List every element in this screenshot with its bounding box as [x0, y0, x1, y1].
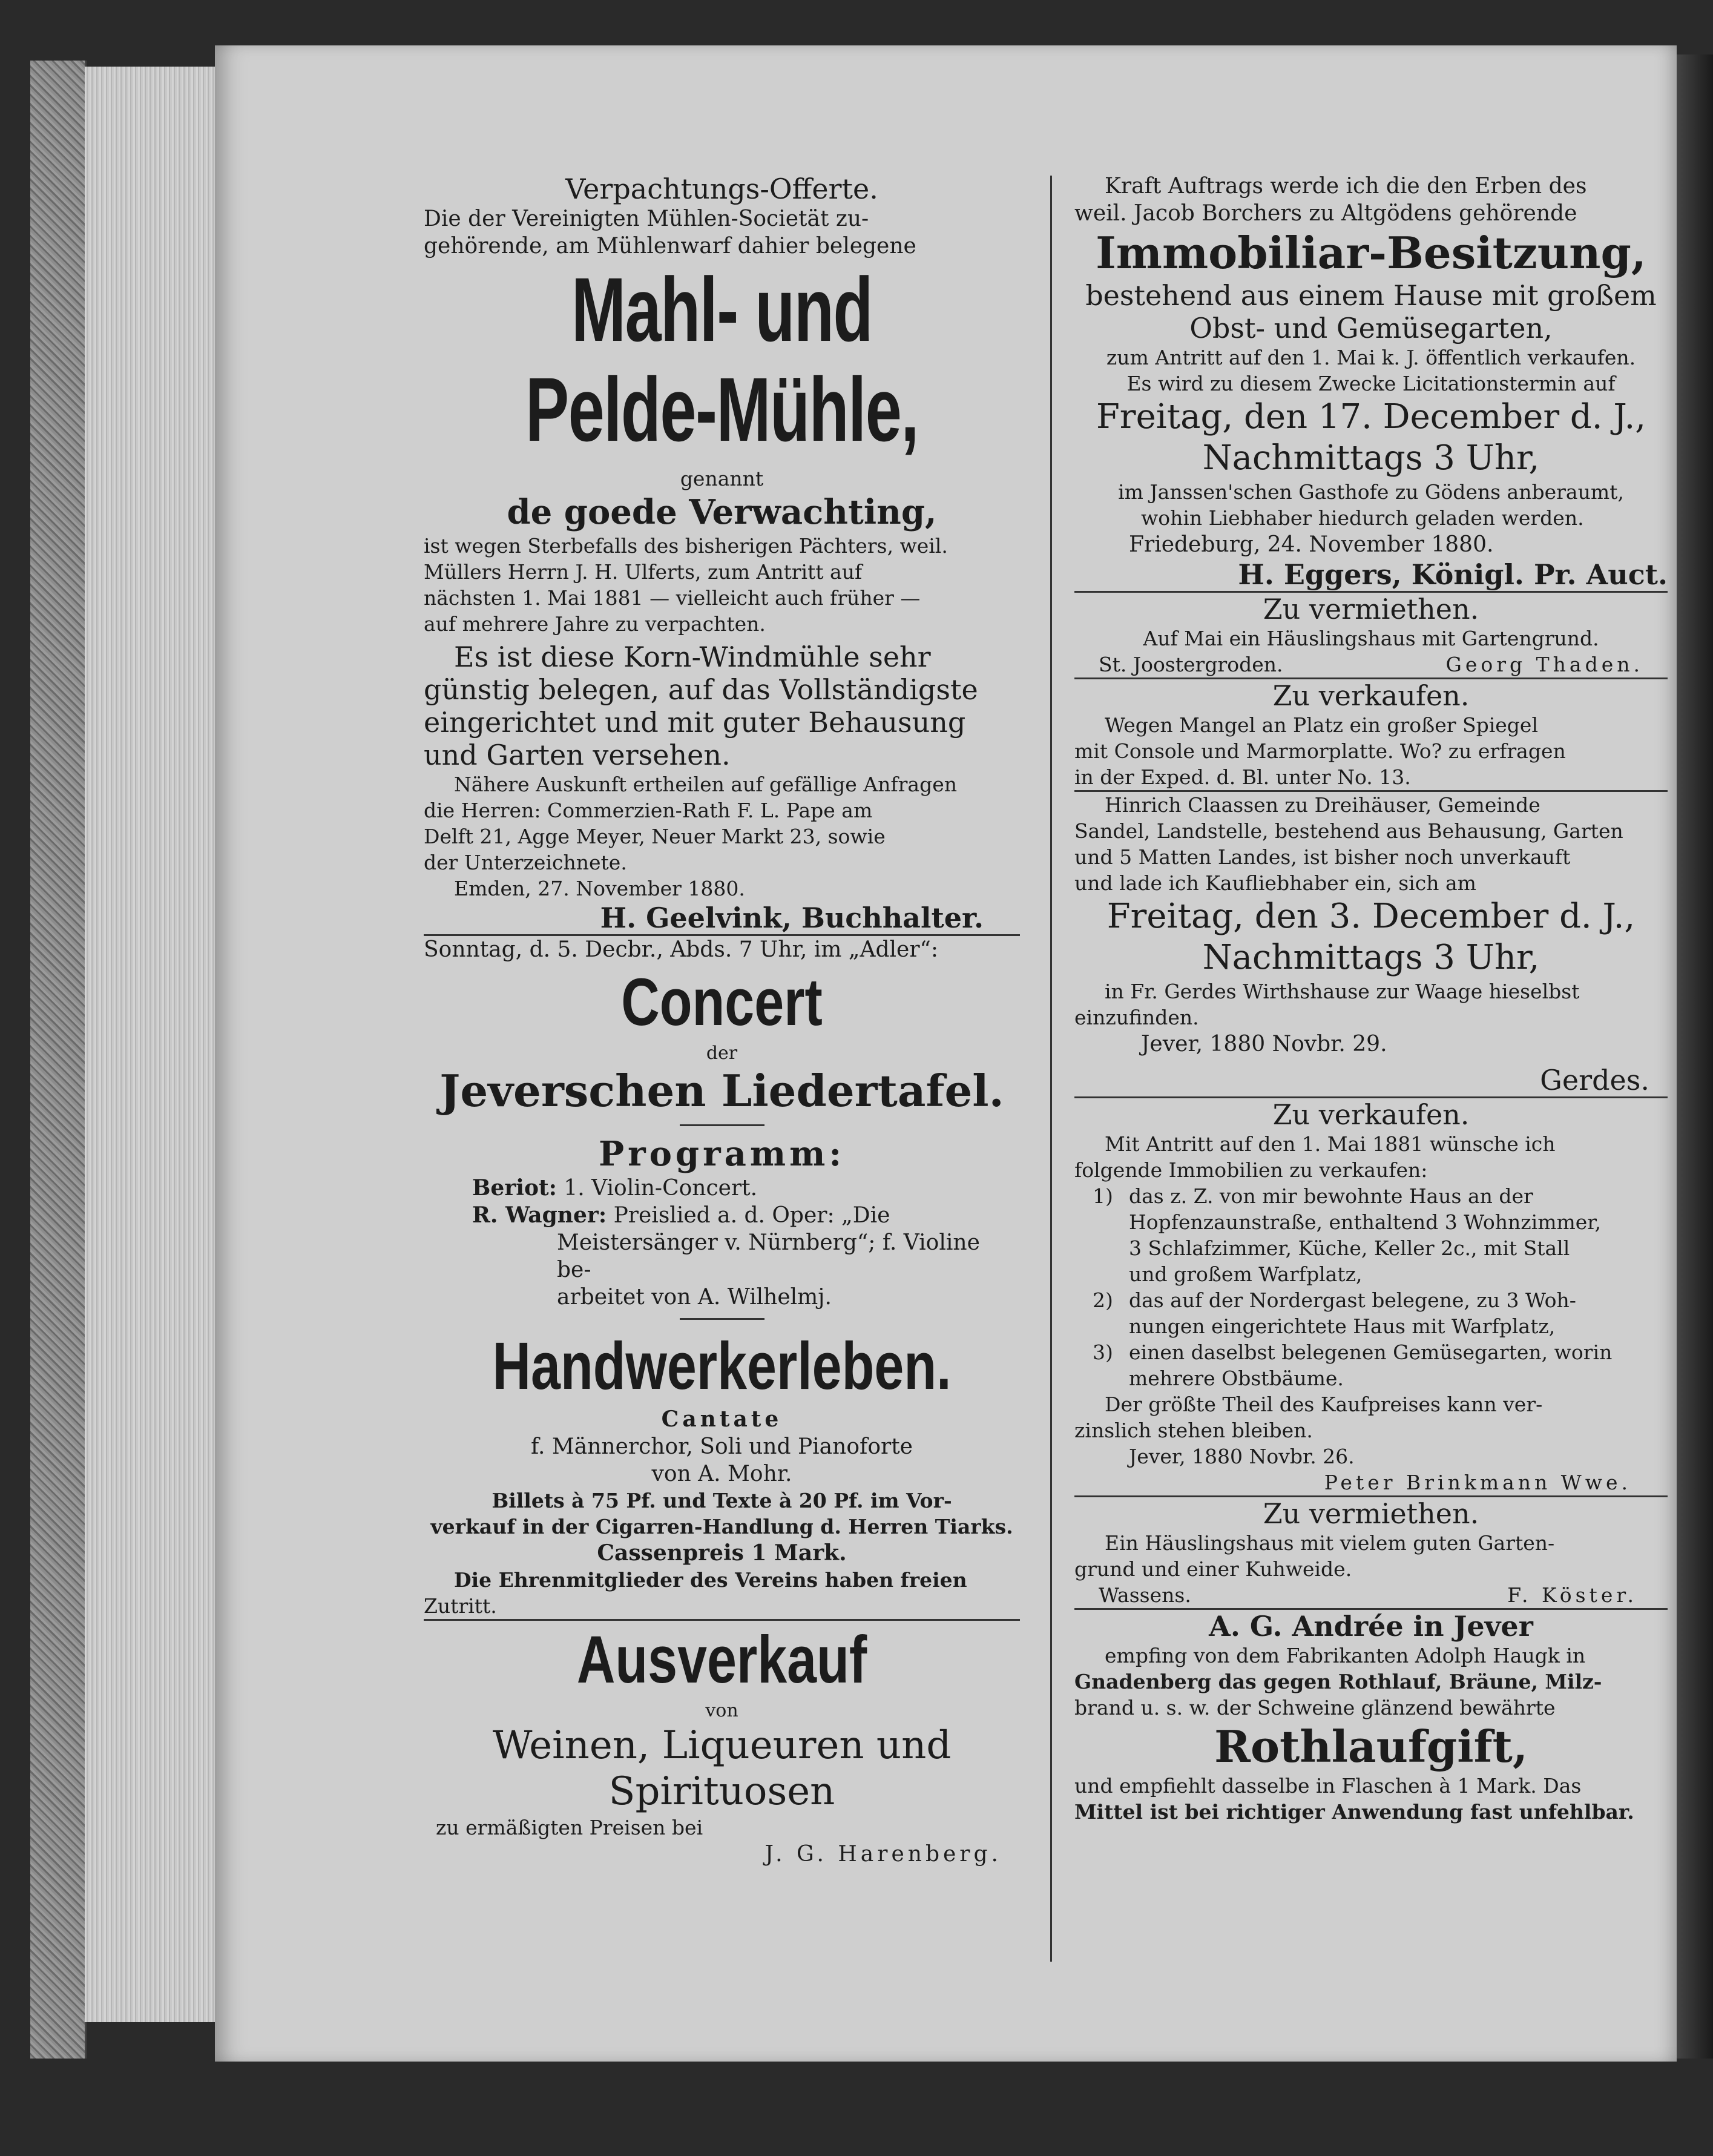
info-line: Nähere Auskunft ertheilen auf gefällige Anfragen [454, 773, 957, 796]
item-number: 3) [1093, 1340, 1113, 1364]
big-line: Es ist diese Korn-Windmühle sehr [454, 641, 931, 673]
mill-title-2: Pelde-Mühle, [525, 358, 918, 460]
time-big: Nachmittags 3 Uhr, [1202, 438, 1540, 478]
billets-line: Billets à 75 Pf. und Texte à 20 Pf. im Vor- [492, 1489, 952, 1512]
name: F. Köster. [1507, 1583, 1637, 1607]
sign-row [1074, 651, 1668, 677]
body-line: grund und einer Kuhweide. [1074, 1557, 1352, 1581]
program-item [424, 1175, 1020, 1202]
intro-line: gehörende, am Mühlenwarf dahier belegene [424, 234, 916, 259]
date-big: Freitag, den 17. December d. J., [1096, 397, 1646, 437]
date-line: Sonntag, d. 5. Decbr., Abds. 7 Uhr, im „Adler“: [424, 937, 939, 962]
intro-line: weil. Jacob Borchers zu Altgödens gehörende [1074, 201, 1577, 226]
signature: H. Eggers, Königl. Pr. Auct. [1238, 558, 1668, 591]
item-line: 3 Schlafzimmer, Küche, Keller 2c., mit Stall [1129, 1236, 1570, 1260]
ad-title: Zu vermiethen. [1263, 1497, 1479, 1530]
composer-line: von A. Mohr. [651, 1462, 792, 1486]
billets-line: verkauf in der Cigarren-Handlung d. Herren Tiarks. [430, 1515, 1013, 1538]
body-line: und empfiehlt dasselbe in Flaschen à 1 Mark. Das [1074, 1774, 1582, 1798]
sub-line: bestehend aus einem Hause mit großem [1085, 279, 1657, 312]
ad-immobiliar [1074, 173, 1668, 591]
item-line: das auf der Nordergast belegene, zu 3 Woh- [1129, 1288, 1576, 1312]
goods-line: Weinen, Liqueuren und Spirituosen [492, 1723, 952, 1814]
item-line: mehrere Obstbäume. [1129, 1366, 1344, 1390]
short-divider [680, 1318, 764, 1320]
signature: H. Geelvink, Buchhalter. [600, 902, 984, 934]
place-date: Jever, 1880 Novbr. 29. [1141, 1032, 1387, 1057]
signature: Gerdes. [1540, 1064, 1649, 1096]
big-line: günstig belegen, auf das Vollständigste [424, 673, 978, 706]
body-line: Wegen Mangel an Platz ein großer Spiegel [1105, 713, 1539, 737]
name: Georg Thaden. [1445, 653, 1643, 676]
ad-concert [424, 936, 1020, 1619]
ad-landstelle [1074, 792, 1668, 1096]
body-line: Gnadenberg das gegen Rothlauf, Bräune, Milz- [1074, 1670, 1602, 1693]
programm-heading: Programm: [598, 1134, 846, 1174]
body-line: Der größte Theil des Kaufpreises kann ver- [1105, 1393, 1543, 1416]
program-item-cont: Meistersänger v. Nürnberg“; f. Violine be- [557, 1230, 980, 1282]
sub-line: Obst- und Gemüsegarten, [1189, 312, 1553, 344]
facing-page-edge [1677, 54, 1713, 2059]
cantate-desc: f. Männerchor, Soli und Pianoforte [530, 1434, 913, 1459]
cantate-label: Cantate [661, 1406, 783, 1432]
ad-verpachtung [424, 173, 1020, 934]
body-line: zinslich stehen bleiben. [1074, 1419, 1313, 1442]
body-line: Es wird zu diesem Zwecke Licitationstermin auf [1126, 372, 1616, 395]
ad-title: Zu verkaufen. [1272, 1098, 1470, 1131]
item-line: nungen eingerichtete Haus mit Warfplatz, [1129, 1314, 1556, 1338]
mill-name: de goede Verwachting, [507, 492, 937, 532]
ehren-line: Die Ehrenmitglieder des Vereins haben freien [454, 1568, 967, 1592]
composer: Beriot: [472, 1175, 557, 1201]
ausverkauf-title: Ausverkauf [576, 1623, 867, 1697]
cantata-title: Handwerkerleben. [492, 1329, 952, 1403]
price-line: zu ermäßigten Preisen bei [436, 1816, 703, 1839]
body-line: einzufinden. [1074, 1006, 1199, 1029]
ad-verkaufen-2 [1074, 1098, 1668, 1495]
composer: R. Wagner: [472, 1202, 607, 1228]
list-item [1074, 1183, 1668, 1287]
ad-heading: Verpachtungs-Offerte. [565, 173, 878, 205]
cassenpreis: Cassenpreis 1 Mark. [597, 1540, 847, 1566]
place-date: Jever, 1880 Novbr. 26. [1129, 1445, 1355, 1468]
immobiliar-title: Immobiliar-Besitzung, [1096, 227, 1646, 279]
list-item [1074, 1339, 1668, 1391]
date-big: Freitag, den 3. December d. J., [1106, 897, 1636, 936]
big-line: und Garten versehen. [424, 739, 731, 771]
body-line: nächsten 1. Mai 1881 — vielleicht auch früher — [424, 586, 921, 610]
item-line: Hopfenzaunstraße, enthaltend 3 Wohnzimmer, [1129, 1210, 1601, 1234]
ad-title: A. G. Andrée in Jever [1209, 1610, 1533, 1643]
ad-title: Zu verkaufen. [1272, 679, 1470, 712]
list-item [1074, 1287, 1668, 1339]
info-line: Delft 21, Agge Meyer, Neuer Markt 23, sowie [424, 825, 886, 848]
intro-line: Die der Vereinigten Mühlen-Societät zu- [424, 206, 869, 231]
piece: Preislied a. d. Oper: „Die [613, 1203, 890, 1228]
place: St. Joostergroden. [1099, 653, 1283, 676]
body-line: und 5 Matten Landes, ist bisher noch unverkauft [1074, 845, 1571, 869]
seller-name: J. G. Harenberg. [764, 1842, 1002, 1867]
intro-line: Kraft Auftrags werde ich die den Erben des [1105, 174, 1587, 199]
ad-rothlaufgift [1074, 1610, 1668, 1825]
body-line: zum Antritt auf den 1. Mai k. J. öffentlich verkaufen. [1106, 346, 1636, 369]
society-name: Jeverschen Liedertafel. [439, 1065, 1004, 1116]
von-label: von [705, 1700, 738, 1721]
body-line: ist wegen Sterbefalls des bisherigen Pächters, weil. [424, 534, 948, 558]
info-line: die Herren: Commerzien-Rath F. L. Pape am [424, 799, 873, 822]
body-line: Ein Häuslingshaus mit vielem guten Garten- [1105, 1531, 1555, 1555]
body-line: auf mehrere Jahre zu verpachten. [424, 612, 766, 636]
place-date: Emden, 27. November 1880. [454, 877, 745, 900]
left-column [424, 173, 1020, 1868]
item-number: 2) [1093, 1288, 1113, 1312]
body-line: wohin Liebhaber hiedurch geladen werden. [1141, 506, 1584, 530]
column-rule [1050, 176, 1052, 1962]
program-item [424, 1202, 1020, 1229]
ad-verkaufen-1 [1074, 679, 1668, 790]
item-number: 1) [1093, 1184, 1113, 1208]
item-line: und großem Warfplatz, [1129, 1262, 1363, 1286]
program-item-cont: arbeitet von A. Wilhelmj. [557, 1285, 832, 1310]
body-line: Hinrich Claassen zu Dreihäuser, Gemeinde [1105, 793, 1540, 817]
item-line: einen daselbst belegenen Gemüsegarten, worin [1129, 1340, 1613, 1364]
book-spine [30, 61, 87, 2059]
time-big: Nachmittags 3 Uhr, [1202, 938, 1540, 977]
piece: 1. Violin-Concert. [564, 1176, 758, 1201]
body-line: in der Exped. d. Bl. unter No. 13. [1074, 765, 1411, 789]
sign-row [1074, 1582, 1668, 1608]
page-edges [85, 67, 218, 2022]
ad-ausverkauf [424, 1621, 1020, 1868]
big-line: eingerichtet und mit guter Behausung [424, 706, 966, 739]
ehren-line: Zutritt. [424, 1594, 497, 1618]
body-line: brand u. s. w. der Schweine glänzend bewährte [1074, 1696, 1556, 1719]
body-line: Auf Mai ein Häuslingshaus mit Gartengrund. [1143, 627, 1599, 650]
place-date: Friedeburg, 24. November 1880. [1129, 532, 1494, 557]
der-label: der [706, 1043, 738, 1064]
signature: Peter Brinkmann Wwe. [1324, 1471, 1631, 1494]
info-line: der Unterzeichnete. [424, 851, 627, 874]
product-name: Rothlaufgift, [1214, 1721, 1528, 1772]
body-line: Müllers Herrn J. H. Ulferts, zum Antritt auf [424, 560, 863, 584]
body-line: mit Console und Marmorplatte. Wo? zu erfragen [1074, 739, 1566, 763]
short-divider [680, 1124, 764, 1126]
body-line: in Fr. Gerdes Wirthshause zur Waage hieselbst [1105, 980, 1580, 1003]
mill-title-1: Mahl- und [571, 259, 872, 360]
genannt-label: genannt [680, 467, 764, 490]
body-line: empfing von dem Fabrikanten Adolph Haugk in [1105, 1644, 1586, 1667]
ad-title: Zu vermiethen. [1263, 593, 1479, 625]
place: Wassens. [1099, 1583, 1191, 1607]
right-column [1074, 173, 1668, 1825]
concert-title: Concert [621, 965, 823, 1040]
body-line: und lade ich Kaufliebhaber ein, sich am [1074, 871, 1476, 895]
body-line: im Janssen'schen Gasthofe zu Gödens anberaumt, [1118, 480, 1624, 504]
body-line: Sandel, Landstelle, bestehend aus Behausung, Garten [1074, 819, 1623, 843]
body-line: folgende Immobilien zu verkaufen: [1074, 1158, 1428, 1182]
ad-vermiethen-1 [1074, 593, 1668, 677]
body-line: Mit Antritt auf den 1. Mai 1881 wünsche ich [1105, 1132, 1556, 1156]
ad-vermiethen-2 [1074, 1497, 1668, 1608]
body-line: Mittel ist bei richtiger Anwendung fast unfehlbar. [1074, 1800, 1634, 1824]
item-line: das z. Z. von mir bewohnte Haus an der [1129, 1184, 1533, 1208]
